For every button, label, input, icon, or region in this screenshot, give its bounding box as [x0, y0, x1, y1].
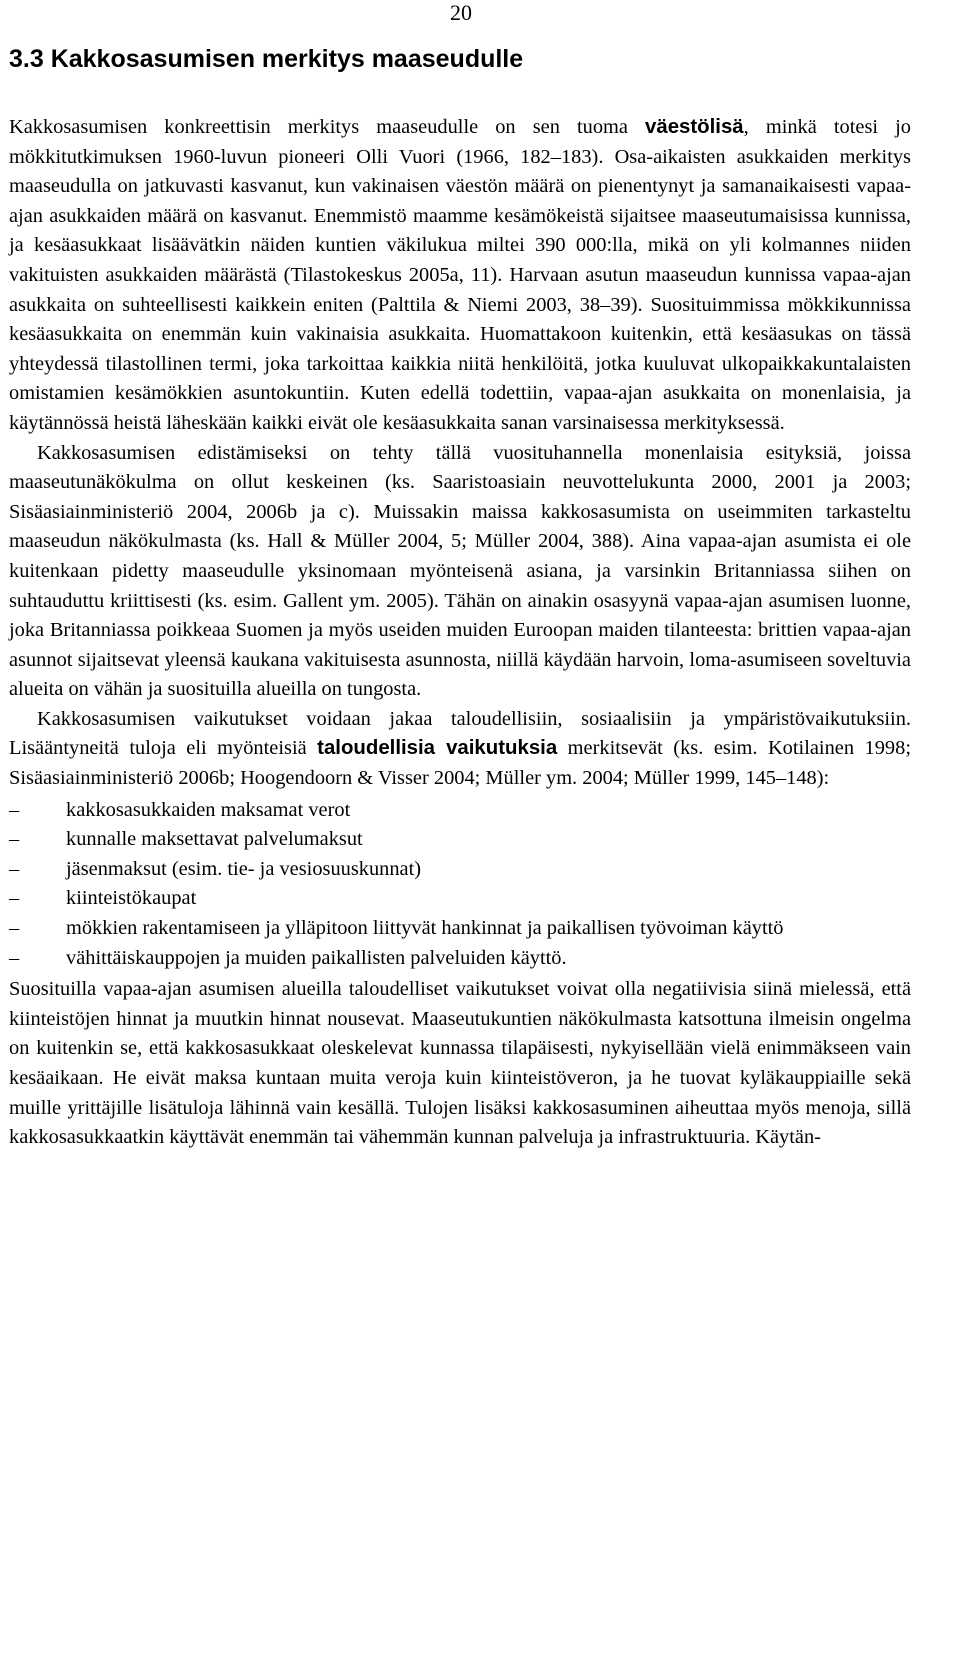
paragraph-economic-effects [9, 705, 911, 794]
list-dash: – [9, 798, 20, 821]
list-item-text: kunnalle maksettavat palvelumaksut [66, 828, 363, 851]
economic-effects-list [9, 796, 911, 974]
list-dash: – [9, 857, 20, 880]
paragraph-text: merkitsevät (ks. esim. Kotilainen 1998; Sisäasiainministeriö 2006b; Hoogendoorn & Visser 2004; Müller ym. 2004; Müller 1999, 145–148): [9, 737, 911, 790]
paragraph-text: , minkä totesi jo mökkitutkimuksen 1960-luvun pioneeri Olli Vuori (1966, 182–183). Osa-aikaisten asukkaiden merkitys maaseudulla on jatkuvasti kasvanut, kun vakinaisen väestön määrä on pienentynyt ja samanaikaisesti vapaa-ajan asukkaiden määrä on kasvanut. Enemmistö maamme kesämökeistä sijaitsee maaseutumaisissa kunnissa, ja kesäasukkaat lisäävätkin näiden kuntien väkilukua miltei 390 000:lla, mikä on yli kolmannes niiden vakituisten asukkaiden määrästä (Tilastokeskus 2005a, 11). Harvaan asutun maaseudun kunnissa vapaa-ajan asukkaita on suhteellisesti kaikkein eniten (Palttila & Niemi 2003, 38–39). Suosituimmissa mökkikunnissa kesäasukkaita on enemmän kuin vakinaisia asukkaita. Huomattakoon kuitenkin, että kesäasukas on tässä yhteydessä tilastollinen termi, joka tarkoittaa kaikkia niitä henkilöitä, jotka kuuluvat ulkopaikkakuntalaisten omistamien kesämökkien asuntokuntiin. Kuten edellä todettiin, vapaa-ajan asukkaita on monenlaisia, ja käytännössä heistä läheskään kaikki eivät ole kesäasukkaita sanan varsinaisessa merkityksessä. [9, 116, 911, 434]
paragraph-promotion: Kakkosasumisen edistämiseksi on tehty tällä vuosituhannella monenlaisia esityksiä, joissa maaseutunäkökulma on ollut keskeinen (ks. Saaristoasiain neuvottelukunta 2000, 2001 ja 2003; Sisäasiainministeriö 2004, 2006b ja c). Muissakin maissa kakkosasumista on useimmiten tarkasteltu maaseudun näkökulmasta (ks. Hall & Müller 2004, 5; Müller 2004, 388). Aina vapaa-ajan asumista ei ole kuitenkaan pidetty maaseudulle yksinomaan myönteisenä asiana, ja varsinkin Britanniassa siihen on suhtauduttu kriittisesti (ks. esim. Gallent ym. 2005). Tähän on ainakin osasyynä vapaa-ajan asumisen luonne, joka Britanniassa poikkeaa Suomen ja myös useiden muiden Euroopan maiden tilanteesta: brittien vapaa-ajan asunnot sijaitsevat yleensä kaukana vakituisesta asunnosta, niillä käydään harvoin, loma-asumiseen soveltuvia alueita on vähän ja suosituilla alueilla on tungosta. [9, 441, 911, 701]
list-item [9, 944, 911, 974]
list-item [9, 825, 911, 855]
emphasis-term: taloudellisia vaikutuksia [317, 737, 558, 760]
list-dash: – [9, 946, 20, 969]
list-item-text: kakkosasukkaiden maksamat verot [66, 798, 351, 821]
list-item-text: vähittäiskauppojen ja muiden paikallisten palveluiden käyttö. [66, 946, 567, 969]
list-item [9, 914, 911, 944]
paragraph-text: Kakkosasumisen konkreettisin merkitys maaseudulle on sen tuoma [9, 116, 646, 138]
body-text [9, 113, 911, 1153]
list-item-text: jäsenmaksut (esim. tie- ja vesiosuuskunnat) [66, 857, 422, 880]
list-dash: – [9, 887, 20, 910]
list-item-text: kiinteistökaupat [66, 887, 197, 910]
paragraph-population-effect [9, 113, 911, 439]
section-heading: 3.3 Kakkosasumisen merkitys maaseudulle [9, 45, 524, 73]
list-dash: – [9, 917, 20, 940]
list-item [9, 855, 911, 885]
list-item [9, 796, 911, 826]
page-number: 20 [450, 0, 472, 25]
list-item-text: mökkien rakentamiseen ja ylläpitoon liittyvät hankinnat ja paikallisen työvoiman käyttö [66, 917, 784, 940]
emphasis-term: väestölisä [645, 116, 744, 138]
list-dash: – [9, 828, 20, 851]
list-item [9, 884, 911, 914]
paragraph-negative-effects: Suosituilla vapaa-ajan asumisen alueilla taloudelliset vaikutukset voivat olla negatiivisia siinä mielessä, että kiinteistöjen hinnat ja muutkin hinnat nousevat. Maaseutukuntien näkökulmasta katsottuna ilmeisin ongelma on kuitenkin se, että kakkosasukkaat oleskelevat kunnassa tilapäisesti, nykyisellään vielä enimmäkseen vain kesäaikaan. He eivät maksa kuntaan muita veroja kuin kiinteistöveron, ja he tuovat kyläkauppiaille sekä muille yrittäjille lisätuloja lähinnä vain kesällä. Tulojen lisäksi kakkosasuminen aiheuttaa myös menoja, sillä kakkosasukkaatkin käyttävät enemmän tai vähemmän kunnan palveluja ja infrastruktuuria. Käytän- [9, 978, 911, 1149]
paragraph-text: Kakkosasumisen vaikutukset voidaan jakaa taloudellisiin, sosiaalisiin ja ympäristövaikutuksiin. Lisääntyneitä tuloja eli myönteisiä [9, 707, 911, 760]
